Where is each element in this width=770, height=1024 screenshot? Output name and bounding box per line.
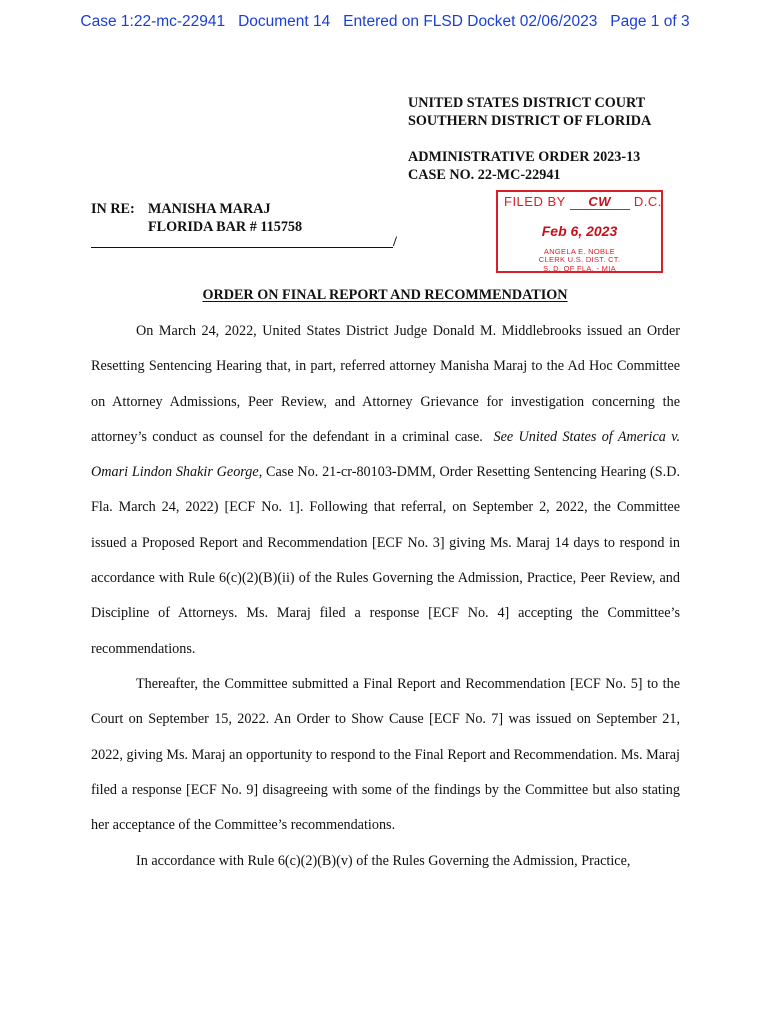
- case-number: CASE NO. 22-MC-22941: [408, 167, 561, 183]
- filed-by-label: FILED BY: [504, 194, 566, 209]
- clerk-info: [498, 248, 661, 273]
- filed-stamp: [496, 190, 663, 273]
- paragraph-1: [91, 314, 680, 667]
- order-caption: [408, 148, 640, 184]
- caption-rule: [91, 247, 393, 248]
- district-name: SOUTHERN DISTRICT OF FLORIDA: [408, 113, 652, 129]
- filed-by-line: [504, 194, 662, 210]
- florida-bar-number: FLORIDA BAR # 115758: [148, 219, 303, 235]
- paragraph-2: [91, 667, 680, 843]
- order-title: ORDER ON FINAL REPORT AND RECOMMENDATION: [202, 287, 568, 303]
- caption-slash: /: [393, 234, 397, 250]
- paragraph-3-text: In accordance with Rule 6(c)(2)(B)(v) of the Rules Governing the Admission, Practice,: [136, 853, 631, 869]
- dc-label: D.C.: [633, 194, 662, 209]
- in-re-block: [91, 200, 302, 236]
- paragraph-2-text: Thereafter, the Committee submitted a Final Report and Recommendation [ECF No. 5] to the Court on September 15, 2022. An Order to Show Cause [ECF No. 7] was issued on September 21, 2022, giving Ms. Maraj an opportunity to respond to the Final Report and Recommendation. Ms. Maraj filed a response [ECF No. 9] disagreeing with some of the findings by the Committee but also stating her acceptance of the Committee’s recommendations.: [91, 676, 680, 834]
- administrative-order-number: ADMINISTRATIVE ORDER 2023-13: [408, 149, 641, 165]
- in-re-label: IN RE:: [91, 201, 135, 217]
- clerk-district: S. D. OF FLA. - MIA: [543, 263, 616, 273]
- court-name: UNITED STATES DISTRICT COURT: [408, 95, 646, 111]
- case-citation: See United States of America v. Omari Lindon Shakir George: [91, 428, 681, 481]
- clerk-name: ANGELA E. NOBLE: [543, 247, 616, 256]
- docket-header: Case 1:22-mc-22941 Document 14 Entered on FLSD Docket 02/06/2023 Page 1 of 3: [80, 13, 690, 30]
- respondent-name: MANISHA MARAJ: [148, 201, 271, 217]
- filed-by-initials: CW: [570, 194, 630, 210]
- clerk-title: CLERK U.S. DIST. CT.: [538, 255, 621, 265]
- court-heading: [408, 94, 651, 130]
- paragraph-1-text-a: On March 24, 2022, United States District Judge Donald M. Middlebrooks issued an Order Resetting Sentencing Hearing that, in part, referred attorney Manisha Maraj to the Ad Hoc Committee on Attorney Admissions, Peer Review, and Attorney Grievance for investigation concerning the attorney’s conduct as counsel for the defendant in a criminal case.: [91, 323, 680, 445]
- filed-date: Feb 6, 2023: [541, 223, 618, 239]
- paragraph-3: [91, 844, 680, 879]
- paragraph-1-text-b: , Case No. 21-cr-80103-DMM, Order Resetting Sentencing Hearing (S.D. Fla. March 24, 2022) [ECF No. 1]. Following that referral, on September 2, 2022, the Committee issued a Proposed Report and Recommendation [ECF No. 3] giving Ms. Maraj 14 days to respond in accordance with Rule 6(c)(2)(B)(ii) of the Rules Governing the Admission, Practice, Peer Review, and Discipline of Attorneys. Ms. Maraj filed a response [ECF No. 4] accepting the Committee’s recommendations.: [91, 464, 680, 657]
